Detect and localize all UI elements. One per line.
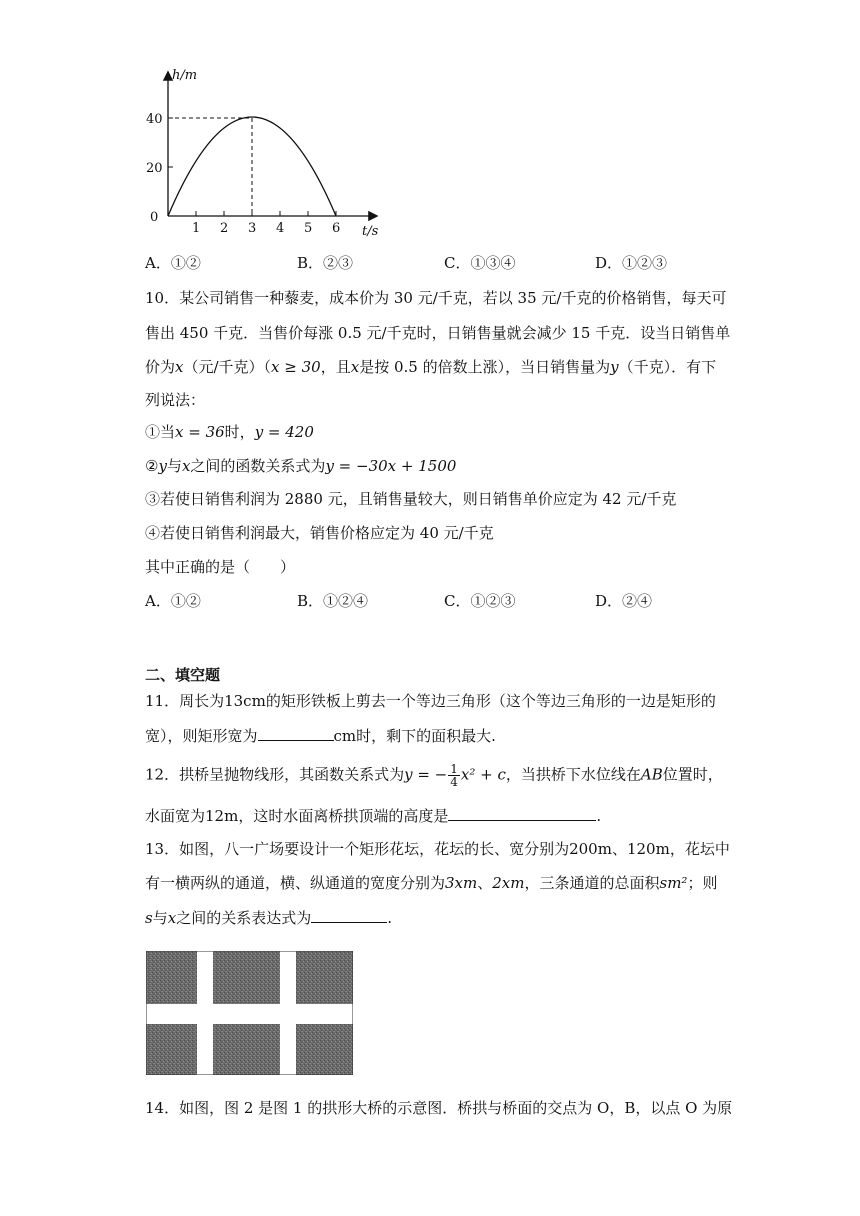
q9-option-d[interactable]: D．①②③	[595, 254, 668, 272]
q10-statement-1: ①当x = 36时，y = 420	[145, 423, 314, 441]
q9-option-b[interactable]: B．②③	[297, 254, 354, 272]
q10-option-a[interactable]: A．①②	[145, 592, 201, 610]
q10-statement-2: ②y与x之间的函数关系式为y = −30x + 1500	[145, 457, 457, 475]
x-tick-5: 5	[304, 221, 313, 236]
x-axis-label: t/s	[362, 224, 379, 239]
fraction-one-quarter: $\frac{1}{4}$	[450, 762, 458, 789]
x-tick-3: 3	[248, 221, 257, 236]
q10-statement-3: ③若使日销售利润为 2880 元，且销售量较大，则日销售单价应定为 42 元/千克	[145, 490, 677, 508]
q10-option-c[interactable]: C．①②③	[444, 592, 516, 610]
garden-figure	[146, 951, 353, 1075]
q10-statement-4: ④若使日销售利润最大，销售价格应定为 40 元/千克	[145, 524, 494, 542]
y-tick-20: 20	[146, 161, 163, 176]
q10-option-b[interactable]: B．①②④	[297, 592, 369, 610]
x-tick-6: 6	[332, 221, 341, 236]
q12-line-1: 12．拱桥呈抛物线形，其函数关系式为y = − $\frac{1}{4}$ x² + c，当拱桥下水位线在AB位置时，	[145, 762, 723, 789]
horizontal-path	[146, 1004, 353, 1024]
q11-line-1: 11．周长为13cm的矩形铁板上剪去一个等边三角形（这个等边三角形的一边是矩形的	[145, 692, 716, 710]
y-axis-label: h/m	[172, 68, 198, 83]
q10-line-2: 售出 450 千克．当售价每涨 0.5 元/千克时，日销售量就会减少 15 千克．设当日销售单	[145, 324, 731, 342]
q9-option-a[interactable]: A．①②	[145, 254, 201, 272]
y-tick-0: 0	[150, 210, 159, 225]
q13-line-1: 13．如图，八一广场要设计一个矩形花坛，花坛的长、宽分别为200m、120m，花坛中	[145, 840, 730, 858]
q10-line-1: 10．某公司销售一种藜麦，成本价为 30 元/千克，若以 35 元/千克的价格销售，每天可	[145, 289, 727, 307]
q10-prompt: 其中正确的是（ ）	[145, 558, 296, 576]
q13-line-3: s与x之间的关系表达式为 .	[145, 909, 392, 927]
q11-line-2: 宽），则矩形宽为 cm时，剩下的面积最大.	[145, 727, 496, 745]
q12-answer-blank[interactable]	[448, 805, 596, 821]
x-tick-1: 1	[192, 221, 201, 236]
parabola-curve	[168, 117, 336, 216]
q10-line-4: 列说法：	[145, 391, 206, 409]
x-tick-2: 2	[220, 221, 229, 236]
x-tick-4: 4	[276, 221, 285, 236]
q10-line-3: 价为x（元/千克）（x ≥ 30，且x是按 0.5 的倍数上涨），当日销售量为y（千克）．有下	[145, 358, 717, 376]
section-title-fill-blank: 二、填空题	[145, 666, 221, 684]
height-time-graph	[140, 65, 390, 240]
q13-line-2: 有一横两纵的通道，横、纵通道的宽度分别为3xm、2xm，三条通道的总面积sm²；则	[145, 874, 718, 892]
q10-option-d[interactable]: D．②④	[595, 592, 653, 610]
q12-line-2: 水面宽为12m，这时水面离桥拱顶端的高度是 .	[145, 807, 602, 825]
y-tick-40: 40	[146, 112, 163, 127]
q11-answer-blank[interactable]	[258, 725, 334, 741]
q13-answer-blank[interactable]	[311, 907, 387, 923]
q9-option-c[interactable]: C．①③④	[444, 254, 516, 272]
q14-line-1: 14．如图，图 2 是图 1 的拱形大桥的示意图．桥拱与桥面的交点为 O，B，以点 O 为原	[145, 1099, 733, 1117]
